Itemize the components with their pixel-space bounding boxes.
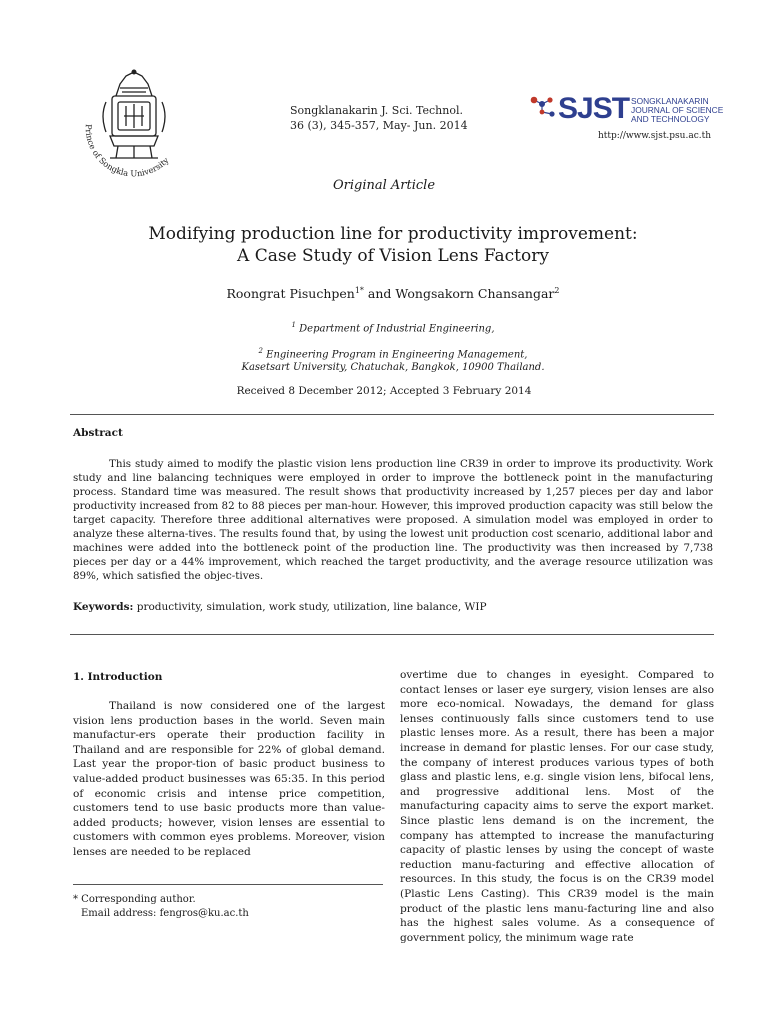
svg-text:Prince of Songkla University [84,124,171,178]
footnote [73,893,249,921]
body-paragraph: overtime due to changes in eyesight. Compared to contact lenses or laser eye surgery, vision lenses are also more eco-nomical. Nowadays, the demand for glass lenses continuously falls since customers tend to use plastic lenses more. As a result, there has been a major increase in demand for plastic lenses. For our case study, the company of interest produces various types of both glass and plastic lens, e.g. single vision lens, bifocal lens, and progressive additional lens. Most of the manufacturing capacity aims to serve the export market. Since plastic lens demand is on the increment, the company has attempted to increase the manufacturing capacity of plastic lenses by using the concept of waste reduction manu-facturing and effective allocation of resources. In this study, the focus is on the CR39 model (Plastic Lens Casting). This CR39 model is the main product of the plastic lens manu-facturing line and also has the highest sales volume. As a consequence of government policy, the minimum wage rate [400,669,714,944]
author-list [0,286,768,301]
footnote-rule [73,884,383,885]
paper-title: Modifying production line for productivity improvement: A Case Study of Vision Lens Factory [148,224,638,266]
author-affiliation-mark: 1* [354,286,364,295]
affiliation-2: $^2$ Engineering Program in Engineering Management, Kasetsart University, Chatuchak, Bangkok, 10900 Thailand. [241,347,545,374]
section-heading-introduction: 1. Introduction [73,671,163,683]
divider [70,634,714,635]
abstract-heading: Abstract [73,427,123,439]
author-affiliation-mark: 2 [554,286,560,295]
keywords-label: Keywords: [73,601,134,613]
abstract-body [73,457,713,583]
author-name: Roongrat Pisuchpen [226,286,355,302]
keywords [73,601,713,613]
abstract-paragraph: This study aimed to modify the plastic vision lens production line CR39 in order to improve its productivity. Work study and line balancing techniques were employed in order to improve the bottleneck point in the manufacturing process. Standard time was measured. The result shows that productivity increased by 1,257 pieces per day and labor productivity increased from 82 to 88 pieces per man-hour. However, this improved production capacity was still below the target capacity. Therefore three additional alternatives were proposed. A simulation model was employed in order to analyze these alterna-tives. The results found that, by using the lowest unit production cost scenario, additional labor and machines were added into the bottleneck point of the production line. The productivity was then increased by 7,738 pieces per day or a 44% improvement, which reached the target productivity, and the average resource utilization was 89%, which satisfied the objec-tives. [73,458,713,582]
body-paragraph: Thailand is now considered one of the largest vision lens production bases in the world. Seven main manufactur-ers operate their production facility in Thailand and are responsible for 22% of global demand. Last year the propor-tion of basic product business to value-added product businesses was 65:35. In this period of economic crisis and intense price competition, customers tend to use basic products more than value-added products; however, vision lenses are essential to customers with common eyes problems. Moreover, vision lenses are needed to be replaced [73,700,385,858]
journal-citation [290,103,468,133]
keywords-list: productivity, simulation, work study, utilization, line balance, WIP [133,601,487,613]
sjst-journal-name: SONGKLANAKARIN JOURNAL OF SCIENCE AND TECHNOLOGY [631,96,724,124]
author-name: and Wongsakorn Chansangar [363,286,555,302]
journal-url-link[interactable]: http://www.sjst.psu.ac.th [598,131,712,141]
university-seal-logo [76,66,192,178]
article-type: Original Article [332,178,436,193]
seal-lettering: Prince of Songkla University [83,123,171,178]
divider [70,414,714,415]
molecule-icon [528,92,558,120]
email-line: Email address: fengros@ku.ac.th [81,908,249,919]
journal-volume-pages: 36 (3), 345-357, May- Jun. 2014 [290,119,468,132]
sjst-wordmark: SJST [558,92,630,125]
affiliation-1: $^1$ Department of Industrial Engineering, [291,321,495,335]
journal-name: Songklanakarin J. Sci. Technol. [290,104,463,117]
sjst-logo [528,90,728,146]
email-link[interactable]: fengros@ku.ac.th [159,908,249,919]
right-column-text [400,668,714,945]
received-accepted-dates: Received 8 December 2012; Accepted 3 February 2014 [236,385,532,397]
corresponding-author-note: * Corresponding author. [73,894,196,905]
left-column-text [73,699,385,860]
